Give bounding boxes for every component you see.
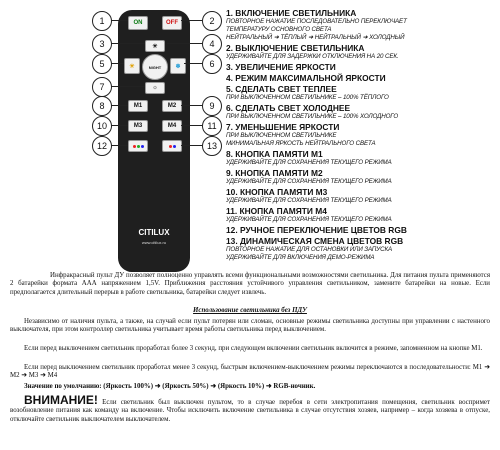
function-item [226,168,498,186]
night-button[interactable]: NIGHT [142,54,168,80]
function-heading: 6. СДЕЛАТЬ СВЕТ ХОЛОДНЕЕ [226,103,351,113]
callout-12: 12 [92,136,112,156]
callout-line [181,145,202,146]
callout-1: 1 [92,11,112,31]
callout-9: 9 [202,96,222,116]
function-note: ТЕМПЕРАТУРУ ОСНОВНОГО СВЕТА [226,26,332,33]
callout-5: 5 [92,54,112,74]
function-note: ПРИ ВЫКЛЮЧЕННОМ СВЕТИЛЬНИКЕ – 100% ХОЛОДНОГО [226,113,399,120]
function-heading: 8. КНОПКА ПАМЯТИ М1 [226,149,323,159]
callout-6: 6 [202,54,222,74]
function-item [226,8,498,42]
function-heading: 7. УМЕНЬШЕНИЕ ЯРКОСТИ [226,122,340,132]
memory-m2-button[interactable]: M2 [162,100,182,112]
callout-line [181,20,202,21]
callout-3: 3 [92,34,112,54]
warmer-button[interactable]: ☀ [124,58,140,74]
function-item [226,43,498,61]
callout-7: 7 [92,77,112,97]
intro-paragraph: Инфракрасный пульт ДУ позволяет полноценно управлять всеми функциональными возможностями светильника. Для питания пульта применяются 2 батарейки формата ААА напряжением 1,5V. Приближения расстояния устойчивого управления светильником, замените батарейки на новые. Если предполагается длительный перерыв в работе светильника, батарейки следует извлечь. [10,272,490,296]
remote-illustration [0,0,225,272]
function-note: ПОВТОРНОЕ НАЖАТИЕ ДЛЯ ОСТАНОВКИ ИЛИ ЗАПУСКА [226,246,393,253]
brightness-up-button[interactable]: ☀ [145,40,165,52]
paragraph-5: Значение по умолчанию: (Яркость 100%) ➜ (Яркость 50%) ➜ (Яркость 10%) ➜ RGB-ночник. [24,383,316,390]
on-button[interactable]: ON [128,16,148,30]
memory-m1-button[interactable]: M1 [128,100,148,112]
function-item [226,122,498,148]
function-item [226,206,498,224]
remote-control [118,10,190,272]
function-heading: 10. КНОПКА ПАМЯТИ М3 [226,187,328,197]
function-heading: 9. КНОПКА ПАМЯТИ М2 [226,168,323,178]
warning-text: Если светильник был выключен пультом, то в случае перебоя в сети электропитания помещения, светильник воспримет возобновление питания как команду на включение. Чтобы исключить включение светильника в случае отсутствия хозяев, например – когда хозяева в отпуске, отключайте светильник выключателем выключателем. [10,399,490,423]
function-heading: 5. СДЕЛАТЬ СВЕТ ТЕПЛЕЕ [226,84,337,94]
rgb-cycle-icon [169,145,176,148]
memory-m4-button[interactable]: M4 [162,120,182,132]
function-item [226,187,498,205]
warning-title: ВНИМАНИЕ! [24,393,98,407]
callout-4: 4 [202,34,222,54]
callout-line [111,86,145,87]
callout-line [111,20,128,21]
warning-paragraph [10,393,490,424]
callout-line [111,43,145,44]
brand-site: www.citilux.ru [141,240,167,245]
function-item [226,73,498,83]
paragraph-4: Если перед выключением светильник проработал менее 3 секунд, быстрым включением-выключением режимы переключаются в последовательности: M1 ➜ M2 ➜ M3 ➜ M4 [10,364,490,380]
callout-line [184,63,202,64]
function-item [226,62,498,72]
function-note: УДЕРЖИВАЙТЕ ДЛЯ СОХРАНЕНИЯ ТЕКУЩЕГО РЕЖИМА [226,197,392,204]
function-note: УДЕРЖИВАЙТЕ ДЛЯ ЗАДЕРЖКИ ОТКЛЮЧЕНИЯ НА 20 СЕК. [226,53,399,60]
callout-line [181,105,202,106]
off-button[interactable]: OFF [162,16,182,30]
callout-2: 2 [202,11,222,31]
callout-line [167,43,202,44]
function-note: ПОВТОРНОЕ НАЖАТИЕ ПОСЛЕДОВАТЕЛЬНО ПЕРЕКЛЮЧАЕТ [226,18,407,25]
rgb-dots-icon [133,145,144,148]
callout-10: 10 [92,116,112,136]
callout-13: 13 [202,136,222,156]
callout-line [111,105,128,106]
function-note: НЕЙТРАЛЬНЫЙ ➜ ТЁПЛЫЙ ➜ НЕЙТРАЛЬНЫЙ ➜ ХОЛОДНЫЙ [226,34,405,41]
function-heading: 2. ВЫКЛЮЧЕНИЕ СВЕТИЛЬНИКА [226,43,365,53]
function-heading: 3. УВЕЛИЧЕНИЕ ЯРКОСТИ [226,62,336,72]
function-list [226,8,498,263]
function-note: УДЕРЖИВАЙТЕ ДЛЯ СОХРАНЕНИЯ ТЕКУЩЕГО РЕЖИМА [226,178,392,185]
brand-logo: CITILUX [138,228,170,237]
function-item [226,84,498,102]
callout-line [111,63,124,64]
function-note: УДЕРЖИВАЙТЕ ДЛЯ СОХРАНЕНИЯ ТЕКУЩЕГО РЕЖИМА [226,216,392,223]
function-note: МИНИМАЛЬНАЯ ЯРКОСТЬ НЕЙТРАЛЬНОГО СВЕТА [226,140,376,147]
rgb-manual-button[interactable] [128,140,148,152]
rgb-dynamic-button[interactable] [162,140,182,152]
function-heading: 4. РЕЖИМ МАКСИМАЛЬНОЙ ЯРКОСТИ [226,73,386,83]
function-heading: 1. ВКЛЮЧЕНИЕ СВЕТИЛЬНИКА [226,8,357,18]
function-item [226,225,498,235]
function-note: ПРИ ВЫКЛЮЧЕННОМ СВЕТИЛЬНИКЕ – 100% ТЁПЛОГО [226,94,389,101]
paragraph-2: Независимо от наличия пульта, а также, на случай если пульт потерян или сломан, основные режимы светильника доступны при управлении с настенного выключателя, при этом контроллер светильника учитывает время работы светильника перед выключением. [10,318,490,334]
memory-m3-button[interactable]: M3 [128,120,148,132]
function-heading: 11. КНОПКА ПАМЯТИ М4 [226,206,327,216]
function-note: ПРИ ВЫКЛЮЧЕННОМ СВЕТИЛЬНИКЕ [226,132,337,139]
paragraph-3: Если перед выключением светильник проработал более 3 секунд, при следующем включении светильник включится в режиме, запомненном на кнопке M1. [24,345,483,352]
callout-11: 11 [202,116,222,136]
cooler-button[interactable]: ❄ [170,58,186,74]
function-heading: 13. ДИНАМИЧЕСКАЯ СМЕНА ЦВЕТОВ RGB [226,236,404,246]
callout-line [181,125,202,126]
function-item [226,149,498,167]
callout-8: 8 [92,96,112,116]
function-note: УДЕРЖИВАЙТЕ ДЛЯ СОХРАНЕНИЯ ТЕКУЩЕГО РЕЖИМА [226,159,392,166]
brightness-down-button[interactable]: ☼ [145,82,165,94]
callout-line [111,145,128,146]
function-heading: 12. РУЧНОЕ ПЕРЕКЛЮЧЕНИЕ ЦВЕТОВ RGB [226,225,407,235]
callout-line [111,125,128,126]
function-note: УДЕРЖИВАЙТЕ ДЛЯ ВКЛЮЧЕНИЯ ДЕМО-РЕЖИМА [226,254,375,261]
function-item [226,103,498,121]
function-item [226,236,498,262]
section-title: Использование светильника без ПДУ [193,307,307,314]
